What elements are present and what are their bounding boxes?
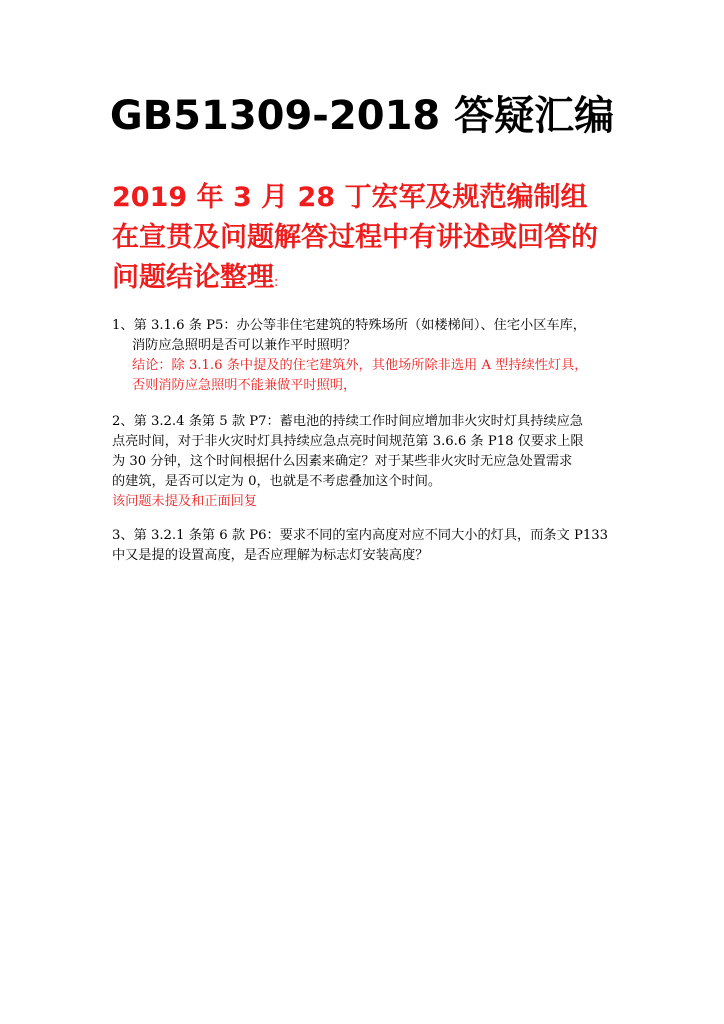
- question-item-1: [112, 316, 617, 396]
- document-subtitle: [112, 178, 612, 303]
- answer-1-line-1: 结论：除 3.1.6 条中提及的住宅建筑外，其他场所除非选用 A 型持续性灯具，: [132, 358, 588, 373]
- question-1-line-2: 消防应急照明是否可以兼作平时照明？: [132, 338, 357, 353]
- question-item-2: [112, 412, 617, 512]
- question-item-3: [112, 526, 617, 566]
- question-2-line-3: 为 30 分钟，这个时间根据什么因素来确定？对于某些非火灾时无应急处置需求: [112, 454, 573, 469]
- question-2-line-1: 2、第 3.2.4 条第 5 款 P7：蓄电池的持续工作时间应增加非火灾时灯具持续应急: [112, 414, 583, 429]
- question-2-line-2: 点亮时间，对于非火灾时灯具持续应急点亮时间规范第 3.6.6 条 P18 仅要求上限: [112, 434, 584, 449]
- question-3-line-2: 中又是提的设置高度，是否应理解为标志灯安装高度？: [112, 548, 429, 563]
- question-1-line-1: 1、第 3.1.6 条 P5：办公等非住宅建筑的特殊场所（如楼梯间）、住宅小区车库，: [112, 318, 586, 333]
- question-2-line-4: 的建筑，是否可以定为 0，也就是不考虑叠加这个时间。: [112, 474, 442, 489]
- subtitle-text: 2019 年 3 月 28 丁宏军及规范编制组在宣贯及问题解答过程中有讲述或回答的问题结论整理: [112, 182, 598, 293]
- subtitle-colon: :: [274, 275, 279, 290]
- answer-2-line-1: 该问题未提及和正面回复: [112, 494, 258, 509]
- question-3-line-1: 3、第 3.2.1 条第 6 款 P6：要求不同的室内高度对应不同大小的灯具，而条文 P133: [112, 528, 609, 543]
- document-title: GB51309-2018 答疑汇编: [109, 93, 615, 139]
- answer-1-line-2: 否则消防应急照明不能兼做平时照明，: [132, 378, 357, 393]
